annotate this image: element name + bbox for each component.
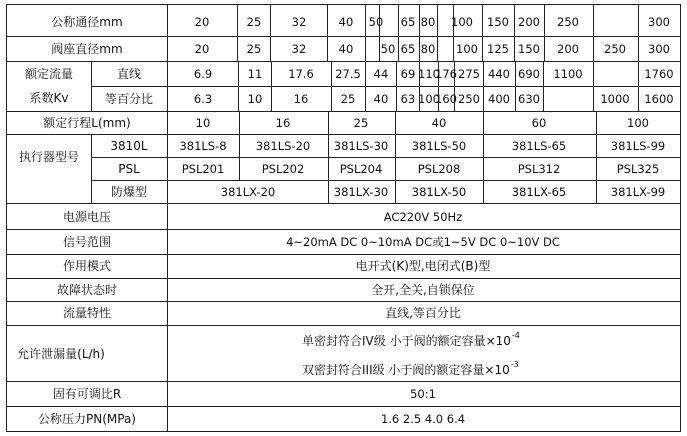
cell: 381LS-50 <box>411 139 467 153</box>
value-pressure: 1.6 2.5 4.0 6.4 <box>380 412 466 426</box>
cell: 300 <box>648 42 670 56</box>
cell: 40 <box>338 15 354 29</box>
cell: 16 <box>275 116 291 130</box>
cell: 20 <box>194 42 210 56</box>
cell: 1760 <box>644 67 674 81</box>
cell: 6.3 <box>193 92 213 106</box>
row-explosion-values <box>221 185 665 199</box>
cell: 381LS-65 <box>511 139 567 153</box>
value-signal: 4~20mA DC 0~10mA DC或1~5V DC 0~10V DC <box>286 235 560 249</box>
value-leakage-single: 单密封符合IV级 小于阀的额定容量×10 <box>302 334 511 348</box>
label-failure: 故障状态时 <box>56 283 118 297</box>
value-leakage-double: 双密封符合III级 小于阀的额定容量×10 <box>302 363 510 377</box>
cell: 381LS-99 <box>610 139 666 153</box>
cell: 250 <box>557 15 579 29</box>
row-seat-dia-values <box>195 42 670 56</box>
cell: 381LS-8 <box>179 139 227 153</box>
cell: 300 <box>648 15 670 29</box>
row-psl-values <box>182 162 660 176</box>
label-linear: 直线 <box>116 67 142 81</box>
cell: 63 <box>400 92 416 106</box>
value-action-mode: 电开式(K)型,电闭式(B)型 <box>355 259 491 273</box>
spec-table <box>5 4 682 432</box>
label-equal-pct: 等百分比 <box>104 92 154 106</box>
label-signal: 信号范围 <box>62 235 112 249</box>
cell: 100 <box>451 15 473 29</box>
cell: 40 <box>338 42 354 56</box>
cell: 110 <box>418 67 440 81</box>
cell: 50 <box>368 15 384 29</box>
cell: 10 <box>247 92 263 106</box>
cell: 40 <box>431 116 447 130</box>
label-flow-coef-line2: 系数Kv <box>29 91 69 105</box>
cell: 250 <box>458 92 480 106</box>
value-rangeability: 50:1 <box>410 387 436 401</box>
cell: 275 <box>458 67 480 81</box>
cell: PSL201 <box>181 162 225 176</box>
cell: 6.9 <box>193 67 213 81</box>
label-power: 电源电压 <box>62 210 112 224</box>
cell: 65 <box>400 15 416 29</box>
label-leakage: 允许泄漏量(L/h) <box>17 347 105 361</box>
cell: 150 <box>518 42 540 56</box>
cell: PSL204 <box>339 162 383 176</box>
label-flow-coef-line1: 额定流量 <box>24 67 74 81</box>
cell: 1100 <box>553 67 583 81</box>
cell: 100 <box>627 116 649 130</box>
cell: 381LX-30 <box>333 185 389 199</box>
label-stroke: 额定行程L(mm) <box>43 116 131 130</box>
cell: 25 <box>353 116 369 130</box>
cell: 200 <box>557 42 579 56</box>
cell: 27.5 <box>335 67 361 81</box>
cell: 50 <box>380 42 396 56</box>
row-nominal-dia-values <box>195 15 670 29</box>
row-kv-linear-values <box>194 67 674 81</box>
cell: PSL312 <box>517 162 561 176</box>
cell: 630 <box>518 92 540 106</box>
cell: 200 <box>518 15 540 29</box>
cell: 20 <box>194 15 210 29</box>
label-nominal-dia: 公称通径mm <box>51 15 123 29</box>
label-3810l: 3810L <box>110 139 148 153</box>
spec-table-grid <box>5 4 682 432</box>
cell: 176 <box>435 67 457 81</box>
cell: 690 <box>518 67 540 81</box>
label-pressure: 公称压力PN(MPa) <box>38 412 136 426</box>
cell: 65 <box>400 42 416 56</box>
cell: 69 <box>400 67 416 81</box>
cell: 60 <box>531 116 547 130</box>
cell: 44 <box>373 67 389 81</box>
cell: 100 <box>456 42 478 56</box>
cell: 381LX-65 <box>511 185 567 199</box>
label-flow-char: 流量特性 <box>62 306 112 320</box>
cell: PSL208 <box>417 162 461 176</box>
row-kv-equal-pct-values <box>194 92 674 106</box>
cell: 160 <box>435 92 457 106</box>
cell: 25 <box>340 92 356 106</box>
value-failure: 全开,全关,自锁保位 <box>371 283 475 297</box>
value-leakage-double-exp: -3 <box>510 360 519 369</box>
cell: 10 <box>195 116 211 130</box>
cell: 381LS-30 <box>333 139 389 153</box>
cell: 32 <box>291 42 307 56</box>
cell: 1600 <box>644 92 674 106</box>
cell: 100 <box>418 92 440 106</box>
cell: PSL202 <box>261 162 305 176</box>
row-stroke-values <box>196 116 649 130</box>
cell: 80 <box>420 15 436 29</box>
label-psl: PSL <box>118 162 140 176</box>
cell: 16 <box>293 92 309 106</box>
cell: 381LX-99 <box>610 185 666 199</box>
cell: 11 <box>247 67 263 81</box>
cell: 381LS-20 <box>255 139 311 153</box>
cell: 150 <box>487 15 509 29</box>
cell: 25 <box>246 42 262 56</box>
cell: 17.6 <box>288 67 314 81</box>
label-actuator: 执行器型号 <box>18 150 80 164</box>
cell: 40 <box>373 92 389 106</box>
label-explosion-proof: 防爆型 <box>110 185 148 199</box>
cell: 250 <box>604 42 626 56</box>
cell: 1000 <box>600 92 630 106</box>
cell: 400 <box>488 92 510 106</box>
cell: 32 <box>291 15 307 29</box>
value-leakage-single-exp: -4 <box>511 331 520 340</box>
label-rangeability: 固有可调比R <box>52 387 122 401</box>
cell: 125 <box>487 42 509 56</box>
value-flow-char: 直线,等百分比 <box>385 306 461 320</box>
row-3810l-values <box>179 139 665 153</box>
cell: 440 <box>488 67 510 81</box>
cell: 381LX-50 <box>411 185 467 199</box>
label-action-mode: 作用模式 <box>62 259 112 273</box>
cell: 25 <box>246 15 262 29</box>
cell: 80 <box>420 42 436 56</box>
label-seat-dia: 阀座直径mm <box>51 42 123 56</box>
value-power: AC220V 50Hz <box>383 210 463 224</box>
cell: 381LX-20 <box>220 185 276 199</box>
cell: PSL325 <box>616 162 660 176</box>
